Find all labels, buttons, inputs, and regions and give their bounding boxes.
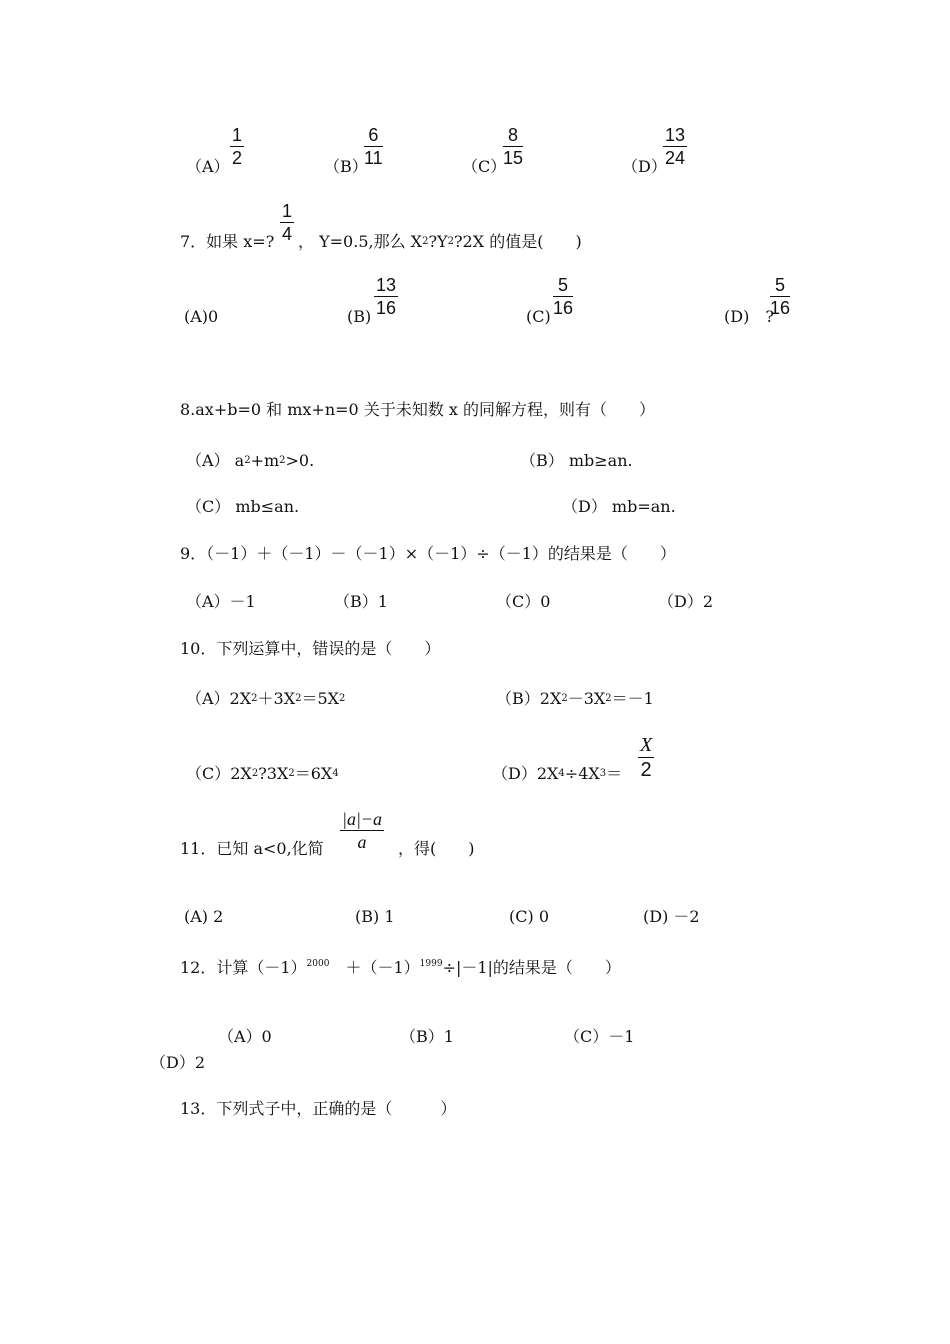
q10-option-c: $(C)2X^2?3X^2=6X^4$ (186, 764, 339, 783)
q9-option-c: （C）0 (496, 592, 551, 611)
q13-stem: 13．下列式子中，正确的是（ ） (180, 1099, 457, 1118)
q6-option-c-label: （C） (462, 157, 507, 176)
q7-option-a: (A)0 (184, 307, 219, 326)
q6-option-a-label: （A） (186, 157, 230, 176)
q7-stem-part1: 7．如果 x=? (180, 232, 275, 251)
q7-option-b-label: (B) (347, 307, 372, 326)
q8-option-c: （C） mb≤an. (186, 497, 300, 516)
q7-option-b-fraction: $\frac{13}{16}$ (376, 275, 397, 318)
q8-option-d: （D） mb=an. (562, 497, 676, 516)
q10-option-a: $(A)2X^2+3X^2=5X^2$ (186, 689, 346, 708)
q6-option-c-fraction: $\frac{8}{15}$ (503, 125, 524, 168)
q12-option-a: （A）0 (218, 1027, 272, 1046)
q10-option-b: $(B)2X^2-3X^2=-1$ (496, 689, 654, 708)
q11-option-a: (A) 2 (184, 907, 224, 926)
q9-option-a: （A）－1 (186, 592, 256, 611)
q8-option-a: （A） $a^2+m^2>0$. (186, 451, 315, 470)
q7-option-d-fraction: $\frac{5}{16}$ (770, 275, 791, 318)
q6-option-b-fraction: $\frac{6}{11}$ (364, 125, 383, 168)
q6-option-d-fraction: $\frac{13}{24}$ (665, 125, 686, 168)
q10-option-d-fraction: $\frac{X}{2}$ (640, 734, 653, 781)
q7-stem-part2: ， Y=0.5,那么 $X^2?Y^2?2X$ 的值是( ) (298, 232, 582, 251)
q10-stem: 10．下列运算中，错误的是（ ） (180, 639, 441, 658)
q8-stem: 8.ax+b=0 和 mx+n=0 关于未知数 x 的同解方程，则有（ ） (180, 400, 656, 419)
q11-option-c: (C) 0 (509, 907, 549, 926)
q12-option-c: （C）－1 (564, 1027, 635, 1046)
q11-option-b: (B) 1 (355, 907, 395, 926)
q10-option-d: $(D)2X^4\div 4X^3=$ (492, 764, 623, 783)
q9-stem: 9．（－1）＋（－1）－（－1）×（－1）÷（－1）的结果是（ ） (180, 544, 676, 563)
q9-option-b: （B）1 (334, 592, 388, 611)
q12-option-b: （B）1 (400, 1027, 454, 1046)
q8-option-b: （B） mb≥an. (520, 451, 633, 470)
q7-x-fraction: $\frac{1}{4}$ (282, 201, 293, 244)
q12-stem: 12．计算$(-1)^{2000}$ $+(-1)^{1999}\div|-1|$的结果是（ ） (180, 958, 621, 977)
q11-stem-part2: ，得( ) (398, 839, 475, 858)
q11-stem-part1: 11．已知 a<0,化简 (180, 839, 324, 858)
q7-option-c-label: (C) (526, 307, 551, 326)
q7-option-c-fraction: $\frac{5}{16}$ (553, 275, 574, 318)
q7-option-d-label: (D) ? (724, 307, 774, 326)
q12-option-d: （D）2 (150, 1053, 206, 1072)
q6-option-d-label: （D） (622, 157, 667, 176)
q6-option-a-fraction: $\frac{1}{2}$ (232, 125, 243, 168)
q6-option-b-label: （B） (324, 157, 368, 176)
q11-option-d: (D) －2 (643, 907, 700, 926)
q9-option-d: （D）2 (658, 592, 714, 611)
q11-fraction: $\frac{|a|-a}{a}$ (342, 809, 383, 852)
